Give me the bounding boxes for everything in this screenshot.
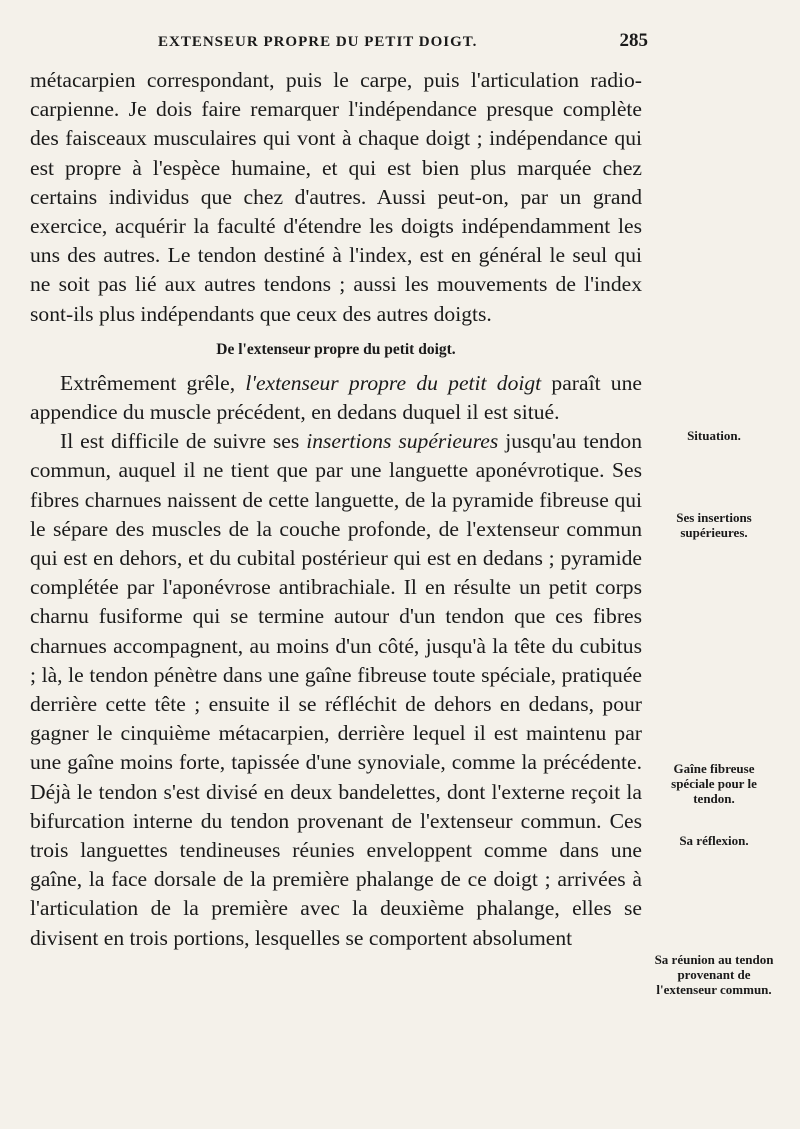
paragraph: [30, 66, 642, 329]
text-run: métacarpien correspondant, puis le carpe, puis l'articulation radio-carpienne. Je dois faire remarquer l'indépendance presque complète des faisceaux musculaires qui vont à chaque doigt ; indépendance qui est propre à l'espèce humaine, et qui est bien plus marquée chez certains individus que chez d'autres. Aussi peut-on, par un grand exercice, acquérir la faculté d'étendre les doigts indépendamment les uns des autres. Le tendon destiné à l'index, est en général le seul qui ne soit pas lié aux autres tendons ; aussi les mouvements de l'index sont-ils plus indépendants que ceux des autres doigts.: [30, 68, 642, 326]
text-run: jusqu'au tendon commun, auquel il ne tient que par une languette aponévrotique. Ses fibres charnues naissent de cette languette, de la pyramide fibreuse qui le sépare des muscles de la couche profonde, de l'extenseur commun qui est en dehors, et du cubital postérieur qui est en dedans ; pyramide complétée par l'aponévrose antibrachiale. Il en résulte un petit corps charnu fusiforme qui se termine autour d'un tendon que ces fibres charnues accompagnent, au moins d'un côté, jusqu'à la tête du cubitus ; là, le tendon pénètre dans une gaîne fibreuse toute spéciale, pratiquée derrière cette tête ; ensuite il se réfléchit de dehors en dedans, pour gagner le cinquième métacarpien, derrière lequel il est maintenu par une gaîne moins forte, tapissée d'une synoviale, comme la précédente. Déjà le tendon s'est divisé en deux bandelettes, dont l'externe reçoit la bifurcation interne du tendon provenant de l'extenseur commun. Ces trois languettes tendineuses réunies enveloppent comme dans une gaîne, la face dorsale de la première phalange de ce doigt ; arrivées à l'articulation de la première avec la deuxième phalange, elles se divisent en trois portions, lesquelles se comportent absolument: [30, 429, 642, 950]
margin-note-reflexion: Sa réflexion.: [679, 833, 749, 848]
running-head: EXTENSEUR PROPRE DU PETIT DOIGT.: [158, 34, 478, 50]
text-run: Extrêmement grêle,: [60, 370, 246, 395]
margin-note-gaine: Gaîne fibreuse spéciale pour le tendon.: [671, 761, 757, 806]
italic-term: l'extenseur propre du petit doigt: [245, 370, 542, 395]
text-run: paraît une appendice du muscle précédent, en dedans duquel il est situé.: [30, 370, 642, 425]
page-number: 285: [619, 30, 648, 51]
paragraph: [30, 427, 642, 953]
margin-note-insertions: Ses insertions supérieures.: [676, 510, 752, 540]
paragraph: [30, 369, 642, 427]
margin-note-reunion: Sa réunion au tendon provenant de l'extenseur commun.: [654, 952, 774, 997]
section-paragraphs: [30, 369, 642, 953]
section-heading: De l'extenseur propre du petit doigt.: [216, 340, 456, 358]
page-header: [28, 30, 648, 52]
text-run: Il est difficile de suivre ses: [60, 429, 307, 454]
margin-note-situation: Situation.: [687, 428, 741, 443]
intro-paragraphs: [30, 66, 642, 329]
italic-term: insertions supérieures: [306, 429, 499, 454]
body-text: [30, 66, 642, 953]
